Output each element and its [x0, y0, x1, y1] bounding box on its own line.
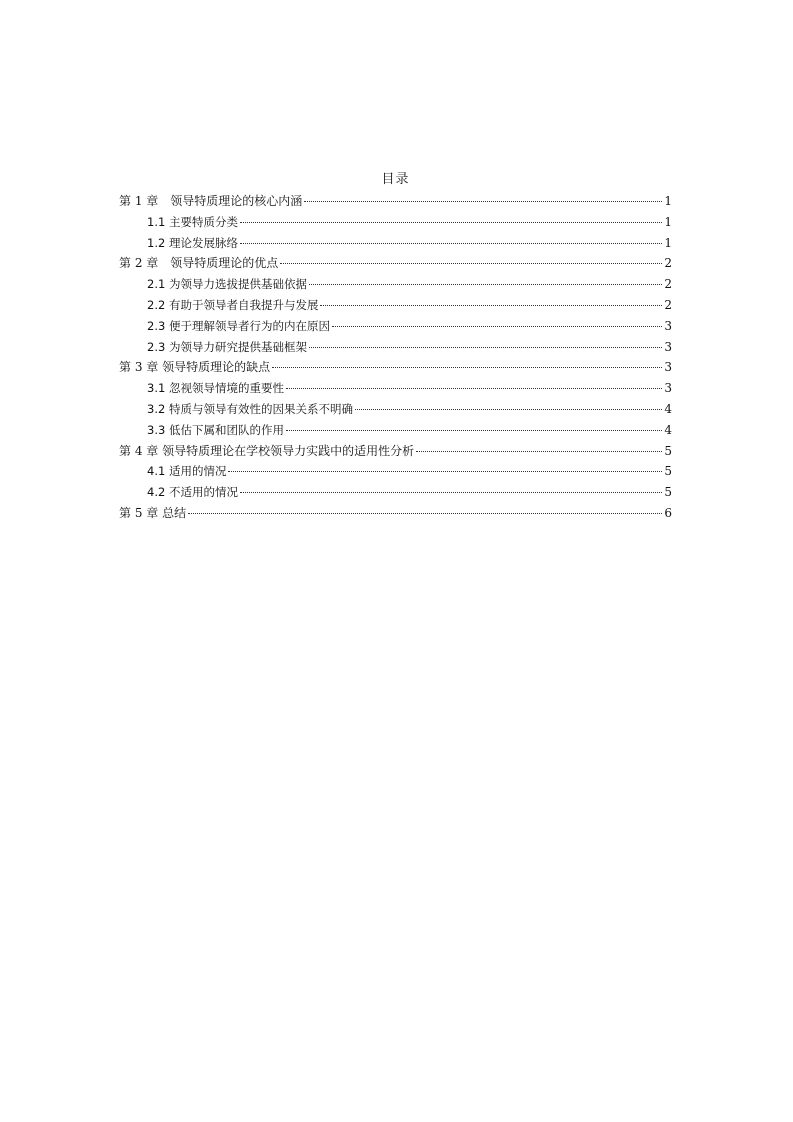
toc-entry-label: 2.3 便于理解领导者行为的内在原因 [147, 318, 330, 333]
toc-chapter-entry[interactable] [119, 441, 672, 462]
toc-section-entry[interactable] [119, 399, 672, 420]
toc-entry-label: 4.2 不适用的情况 [147, 485, 238, 500]
toc-dot-leader [309, 347, 662, 348]
toc-page-number: 1 [664, 214, 672, 229]
toc-section-entry[interactable] [119, 378, 672, 399]
toc-section-entry[interactable] [119, 274, 672, 295]
toc-dot-leader [355, 409, 662, 410]
toc-entry-label: 3.1 忽视领导情境的重要性 [147, 381, 284, 396]
toc-section-entry[interactable] [119, 212, 672, 233]
toc-section-entry[interactable] [119, 233, 672, 254]
toc-dot-leader [332, 326, 662, 327]
toc-page-number: 2 [664, 297, 672, 312]
toc-list [119, 191, 672, 524]
toc-entry-label: 3.2 特质与领导有效性的因果关系不明确 [147, 401, 353, 416]
toc-chapter-entry[interactable] [119, 253, 672, 274]
toc-section-entry[interactable] [119, 461, 672, 482]
toc-entry-label: 3.3 低估下属和团队的作用 [147, 422, 284, 437]
toc-dot-leader [286, 430, 662, 431]
toc-entry-label: 第 5 章 总结 [119, 505, 187, 520]
toc-entry-label: 第 2 章 领导特质理论的优点 [119, 256, 279, 271]
toc-dot-leader [320, 305, 662, 306]
toc-page-number: 5 [664, 485, 672, 500]
toc-entry-label: 2.3 为领导力研究提供基础框架 [147, 339, 307, 354]
toc-entry-label: 4.1 适用的情况 [147, 464, 227, 479]
toc-page-number: 1 [664, 194, 672, 208]
toc-page-number: 5 [664, 464, 672, 479]
toc-section-entry[interactable] [119, 420, 672, 441]
toc-dot-leader [240, 492, 662, 493]
toc-entry-label: 第 1 章 领导特质理论的核心内涵 [119, 194, 303, 208]
toc-entry-label: 1.2 理论发展脉络 [147, 235, 238, 250]
toc-entry-label: 2.2 有助于领导者自我提升与发展 [147, 297, 319, 312]
toc-chapter-entry[interactable] [119, 357, 672, 378]
toc-section-entry[interactable] [119, 316, 672, 337]
toc-dot-leader [416, 451, 662, 452]
toc-dot-leader [286, 388, 662, 389]
toc-page-number: 4 [664, 401, 672, 416]
toc-page-number: 2 [664, 256, 672, 271]
toc-entry-label: 2.1 为领导力选拔提供基础依据 [147, 277, 307, 292]
toc-page-number: 3 [664, 339, 672, 354]
toc-chapter-entry[interactable] [119, 503, 672, 524]
toc-section-entry[interactable] [119, 337, 672, 358]
toc-page-number: 3 [664, 318, 672, 333]
toc-dot-leader [272, 367, 662, 368]
toc-chapter-entry[interactable] [119, 191, 672, 212]
toc-entry-label: 第 3 章 领导特质理论的缺点 [119, 360, 271, 375]
toc-page-number: 3 [664, 381, 672, 396]
toc-title: 目录 [381, 172, 410, 187]
table-of-contents [119, 170, 672, 524]
toc-dot-leader [188, 513, 662, 514]
toc-dot-leader [280, 263, 662, 264]
toc-section-entry[interactable] [119, 295, 672, 316]
toc-dot-leader [240, 243, 662, 244]
toc-page-number: 1 [664, 235, 672, 250]
toc-page-number: 5 [664, 443, 672, 458]
toc-page-number: 3 [664, 360, 672, 375]
toc-dot-leader [240, 222, 662, 223]
toc-page-number: 4 [664, 422, 672, 437]
toc-dot-leader [304, 201, 662, 202]
toc-page-number: 6 [664, 505, 672, 520]
toc-entry-label: 1.1 主要特质分类 [147, 214, 238, 229]
toc-page-number: 2 [664, 277, 672, 292]
toc-dot-leader [309, 284, 662, 285]
toc-section-entry[interactable] [119, 482, 672, 503]
toc-dot-leader [228, 471, 662, 472]
toc-entry-label: 第 4 章 领导特质理论在学校领导力实践中的适用性分析 [119, 443, 415, 458]
